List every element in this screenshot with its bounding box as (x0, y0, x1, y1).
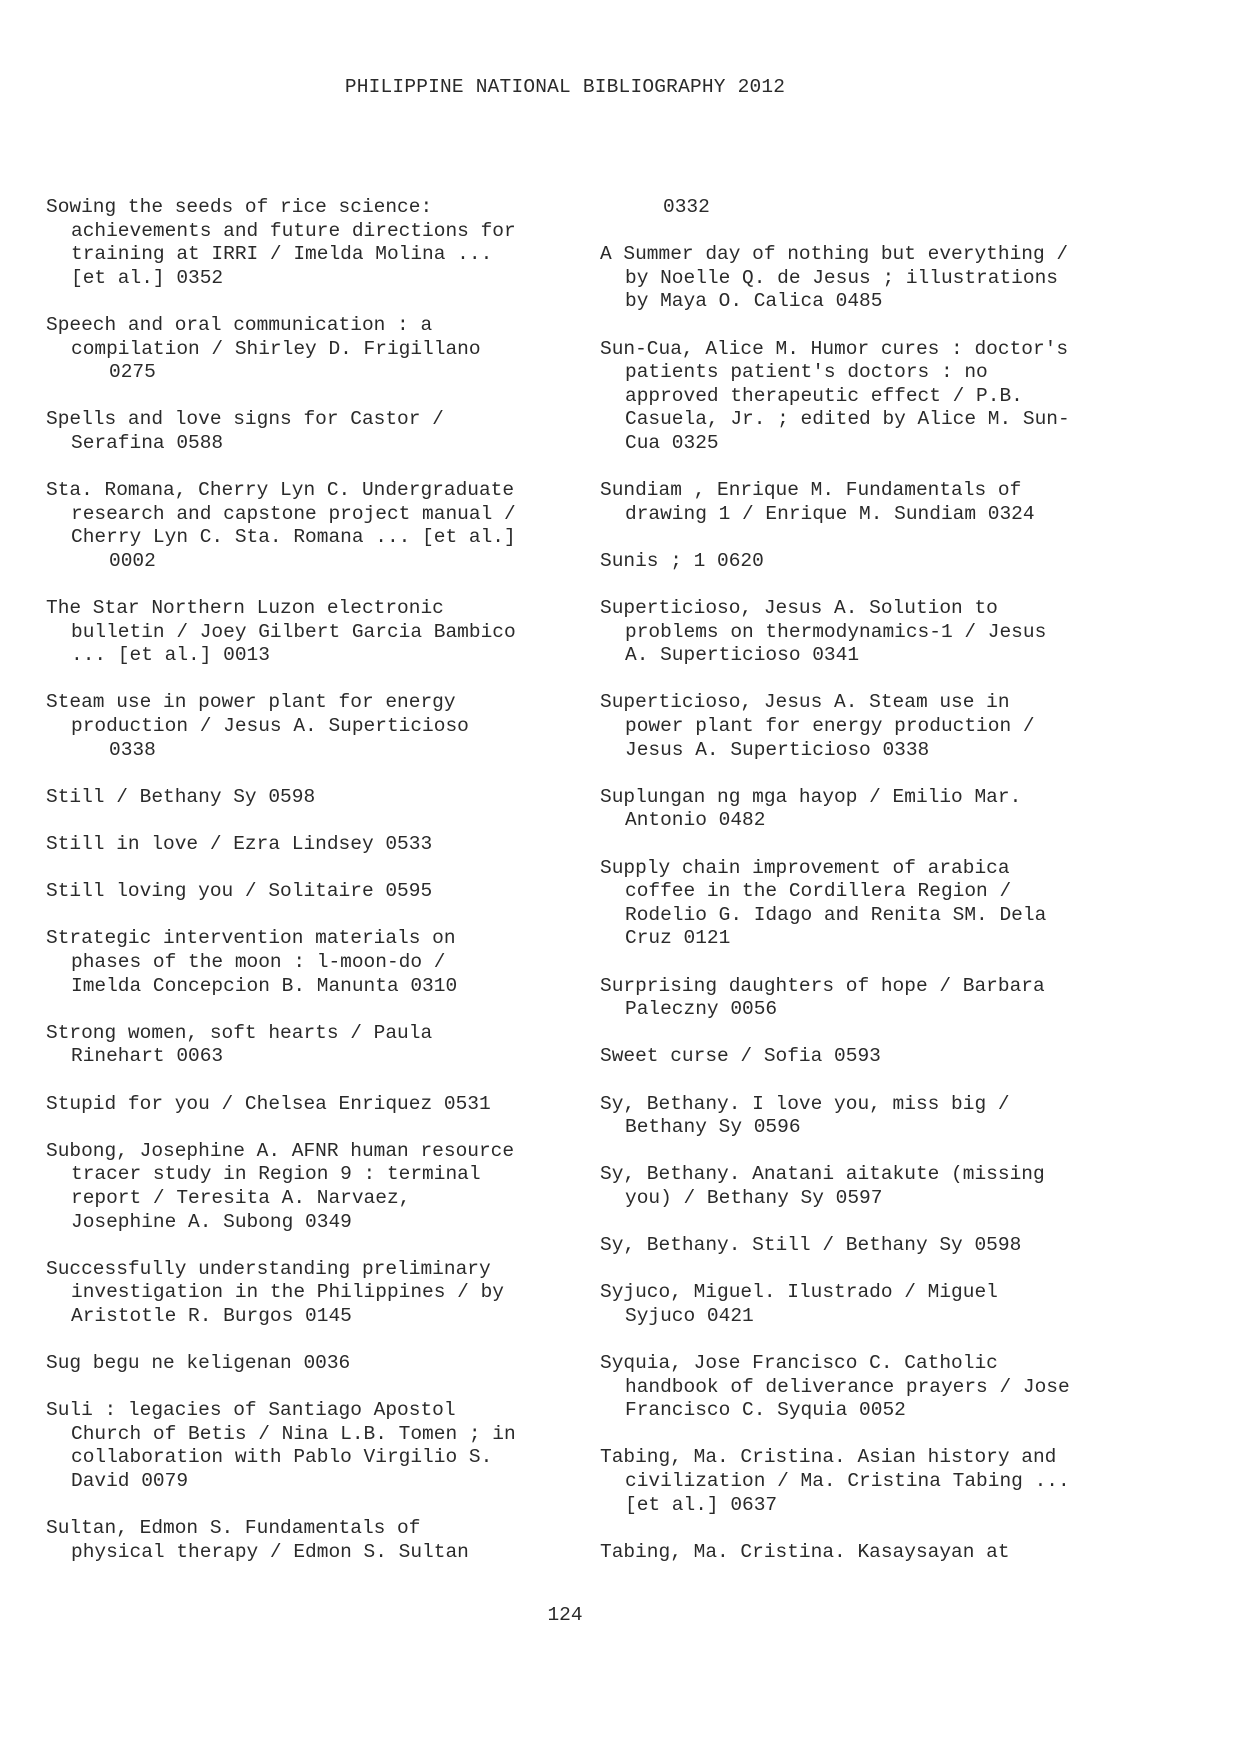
bibliography-entry (46, 196, 606, 290)
entry-first-line: Suplungan ng mga hayop / Emilio Mar. (600, 785, 1022, 808)
entry-first-line: Superticioso, Jesus A. Solution to (600, 597, 998, 620)
bibliography-entry (600, 786, 1160, 833)
entry-number: 0275 (109, 361, 156, 384)
entry-continuation-line: Imelda Concepcion B. Manunta 0310 (71, 974, 458, 997)
entry-first-line: Stupid for you / Chelsea Enriquez 0531 (46, 1092, 491, 1115)
bibliography-entry (600, 1093, 1160, 1140)
entry-continuation-line: Serafina 0588 (71, 431, 224, 454)
bibliography-entry (600, 1163, 1160, 1210)
entry-first-line: Sug begu ne keligenan 0036 (46, 1352, 351, 1375)
entry-first-line: Sy, Bethany. Anatani aitakute (missing (600, 1163, 1045, 1186)
bibliography-entry (600, 196, 1160, 220)
bibliography-entry (600, 857, 1160, 951)
bibliography-entry (600, 691, 1160, 762)
entry-first-line: Still / Bethany Sy 0598 (46, 785, 316, 808)
bibliography-entry (46, 597, 606, 668)
entry-continuation-line: approved therapeutic effect / P.B. (625, 384, 1023, 407)
bibliography-entry (46, 1517, 606, 1564)
bibliography-entry (600, 338, 1160, 456)
entry-continuation-line: by Noelle Q. de Jesus ; illustrations (625, 266, 1058, 289)
entry-first-line: Sweet curse / Sofia 0593 (600, 1045, 881, 1068)
entry-continuation-line: training at IRRI / Imelda Molina ... (71, 243, 493, 266)
entry-first-line: Sundiam , Enrique M. Fundamentals of (600, 479, 1022, 502)
entry-first-line: Superticioso, Jesus A. Steam use in (600, 691, 1010, 714)
bibliography-entry (600, 975, 1160, 1022)
bibliography-entry (46, 927, 606, 998)
entry-continuation-line: ... [et al.] 0013 (71, 644, 270, 667)
entry-continuation-line: Francisco C. Syquia 0052 (625, 1399, 906, 1422)
entry-continuation-line: [et al.] 0637 (625, 1493, 778, 1516)
entry-first-line: Tabing, Ma. Cristina. Asian history and (600, 1446, 1057, 1469)
entry-number: 0338 (109, 738, 156, 761)
entry-continuation-line: physical therapy / Edmon S. Sultan (71, 1540, 469, 1563)
entry-first-line: The Star Northern Luzon electronic (46, 597, 444, 620)
entry-continuation-line: production / Jesus A. Superticioso (71, 715, 469, 738)
entry-continuation-line: civilization / Ma. Cristina Tabing ... (625, 1470, 1070, 1493)
entry-continuation-line: by Maya O. Calica 0485 (625, 290, 883, 313)
entry-continuation-line: drawing 1 / Enrique M. Sundiam 0324 (625, 502, 1035, 525)
entry-first-line: Subong, Josephine A. AFNR human resource (46, 1139, 515, 1162)
entry-number: 0332 (663, 196, 710, 218)
entry-first-line: Sowing the seeds of rice science: (46, 196, 433, 218)
entry-continuation-line: handbook of deliverance prayers / Jose (625, 1375, 1070, 1398)
entry-continuation-line: Rodelio G. Idago and Renita SM. Dela (625, 903, 1047, 926)
bibliography-entry (46, 1258, 606, 1329)
entry-continuation-line: [et al.] 0352 (71, 266, 224, 289)
entry-continuation-line: Church of Betis / Nina L.B. Tomen ; in (71, 1422, 516, 1445)
entry-continuation-line: power plant for energy production / (625, 715, 1035, 738)
entry-first-line: Still loving you / Solitaire 0595 (46, 880, 433, 903)
entry-continuation-line: achievements and future directions for (71, 219, 516, 242)
entry-first-line: A Summer day of nothing but everything / (600, 243, 1069, 266)
entry-continuation-line: Jesus A. Superticioso 0338 (625, 738, 930, 761)
entry-first-line: Strategic intervention materials on (46, 927, 456, 950)
page-number: 124 (547, 1604, 583, 1626)
bibliography-entry (600, 597, 1160, 668)
entry-first-line: Steam use in power plant for energy (46, 691, 456, 714)
entry-first-line: Surprising daughters of hope / Barbara (600, 974, 1045, 997)
bibliography-entry (46, 786, 606, 810)
right-column (600, 196, 1160, 1588)
entry-continuation-line: Antonio 0482 (625, 809, 766, 832)
entry-first-line: Sunis ; 1 0620 (600, 549, 764, 572)
entry-first-line: Syjuco, Miguel. Ilustrado / Miguel (600, 1281, 998, 1304)
bibliography-entry (600, 1541, 1160, 1565)
entry-continuation-line: Cua 0325 (625, 431, 719, 454)
entry-continuation-line: report / Teresita A. Narvaez, (71, 1186, 411, 1209)
bibliography-entry (600, 550, 1160, 574)
entry-continuation-line: coffee in the Cordillera Region / (625, 880, 1012, 903)
entry-first-line: Sta. Romana, Cherry Lyn C. Undergraduate (46, 479, 515, 502)
entry-continuation-line: collaboration with Pablo Virgilio S. (71, 1446, 493, 1469)
bibliography-entry (46, 408, 606, 455)
entry-first-line: Sy, Bethany. Still / Bethany Sy 0598 (600, 1234, 1022, 1257)
entry-continuation-line: phases of the moon : l-moon-do / (71, 951, 446, 973)
entry-first-line: Speech and oral communication : a (46, 313, 433, 336)
entry-continuation-line: problems on thermodynamics-1 / Jesus (625, 620, 1047, 643)
bibliography-entry (46, 1093, 606, 1117)
entry-continuation-line: Casuela, Jr. ; edited by Alice M. Sun- (625, 408, 1070, 431)
entry-continuation-line: David 0079 (71, 1470, 189, 1493)
entry-first-line: Successfully understanding preliminary (46, 1257, 491, 1280)
entry-continuation-line: Cruz 0121 (625, 927, 731, 950)
bibliography-entry (600, 479, 1160, 526)
bibliography-entry (46, 1022, 606, 1069)
entry-first-line: Spells and love signs for Castor / (46, 408, 444, 431)
entry-continuation-line: tracer study in Region 9 : terminal (71, 1163, 481, 1186)
bibliography-entry (46, 314, 606, 385)
entry-continuation-line: bulletin / Joey Gilbert Garcia Bambico (71, 620, 516, 643)
bibliography-entry (46, 691, 606, 762)
page-header: PHILIPPINE NATIONAL BIBLIOGRAPHY 2012 (344, 76, 786, 98)
bibliography-entry (46, 479, 606, 573)
bibliography-entry (600, 1352, 1160, 1423)
entry-continuation-line: research and capstone project manual / (71, 502, 516, 525)
bibliography-entry (600, 1446, 1160, 1517)
entry-first-line: Still in love / Ezra Lindsey 0533 (46, 833, 433, 856)
entry-continuation-line: you) / Bethany Sy 0597 (625, 1186, 883, 1209)
entry-continuation-line: Syjuco 0421 (625, 1304, 754, 1327)
entry-first-line: Sun-Cua, Alice M. Humor cures : doctor's (600, 337, 1069, 360)
entry-first-line: Suli : legacies of Santiago Apostol (46, 1399, 456, 1422)
bibliography-entry (46, 880, 606, 904)
bibliography-entry (46, 1140, 606, 1234)
left-column (46, 196, 606, 1588)
entry-continuation-line: investigation in the Philippines / by (71, 1281, 504, 1304)
entry-continuation-line: Bethany Sy 0596 (625, 1116, 801, 1139)
entry-first-line: Sultan, Edmon S. Fundamentals of (46, 1517, 421, 1540)
entry-continuation-line: compilation / Shirley D. Frigillano (71, 337, 481, 360)
bibliography-entry (600, 243, 1160, 314)
entry-first-line: Supply chain improvement of arabica (600, 856, 1010, 879)
entry-continuation-line: Rinehart 0063 (71, 1045, 224, 1068)
entry-first-line: Syquia, Jose Francisco C. Catholic (600, 1352, 998, 1375)
entry-first-line: Strong women, soft hearts / Paula (46, 1021, 433, 1044)
bibliography-entry (46, 833, 606, 857)
bibliography-entry (46, 1399, 606, 1493)
bibliography-entry (600, 1234, 1160, 1258)
entry-continuation-line: Josephine A. Subong 0349 (71, 1210, 352, 1233)
entry-continuation-line: patients patient's doctors : no (625, 361, 988, 384)
entry-continuation-line: A. Superticioso 0341 (625, 644, 860, 667)
entry-continuation-line: Aristotle R. Burgos 0145 (71, 1304, 352, 1327)
bibliography-entry (600, 1045, 1160, 1069)
entry-continuation-line: Paleczny 0056 (625, 998, 778, 1021)
bibliography-entry (600, 1281, 1160, 1328)
bibliography-entry (46, 1352, 606, 1376)
entry-first-line: Tabing, Ma. Cristina. Kasaysayan at (600, 1540, 1010, 1563)
entry-continuation-line: Cherry Lyn C. Sta. Romana ... [et al.] (71, 526, 516, 549)
entry-first-line: Sy, Bethany. I love you, miss big / (600, 1092, 1010, 1115)
entry-number: 0002 (109, 549, 156, 572)
